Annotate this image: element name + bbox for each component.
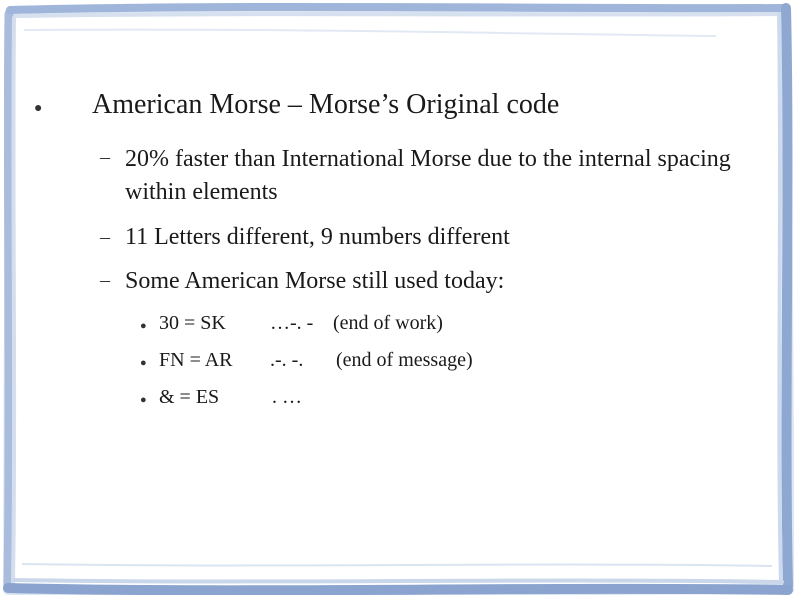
code-symbol-1: 30 = SK [159,312,226,334]
code-meaning-1: (end of work) [333,312,443,334]
small-bullet-dot-icon: ● [140,394,147,406]
code-morse-3: . … [272,386,302,408]
code-symbol-2: FN = AR [159,349,233,371]
small-bullet-dot-icon: ● [140,320,147,332]
sub-bullet-2: 11 Letters different, 9 numbers different [125,224,510,250]
small-bullet-dot-icon: ● [140,357,147,369]
bullet-dot-icon: ● [34,101,43,116]
dash-icon: – [100,269,110,291]
code-meaning-2: (end of message) [336,349,473,371]
main-bullet-text: American Morse – Morse’s Original code [92,89,560,120]
code-morse-1: …-. - [270,312,314,334]
code-symbol-3: & = ES [159,386,220,408]
dash-icon: – [100,146,110,168]
code-morse-2: .-. -. [270,349,304,371]
dash-icon: – [100,226,110,248]
sub-bullet-3: Some American Morse still used today: [125,268,505,294]
sub-bullet-1: 20% faster than International Morse due to the internal spacing within elements [125,146,731,205]
